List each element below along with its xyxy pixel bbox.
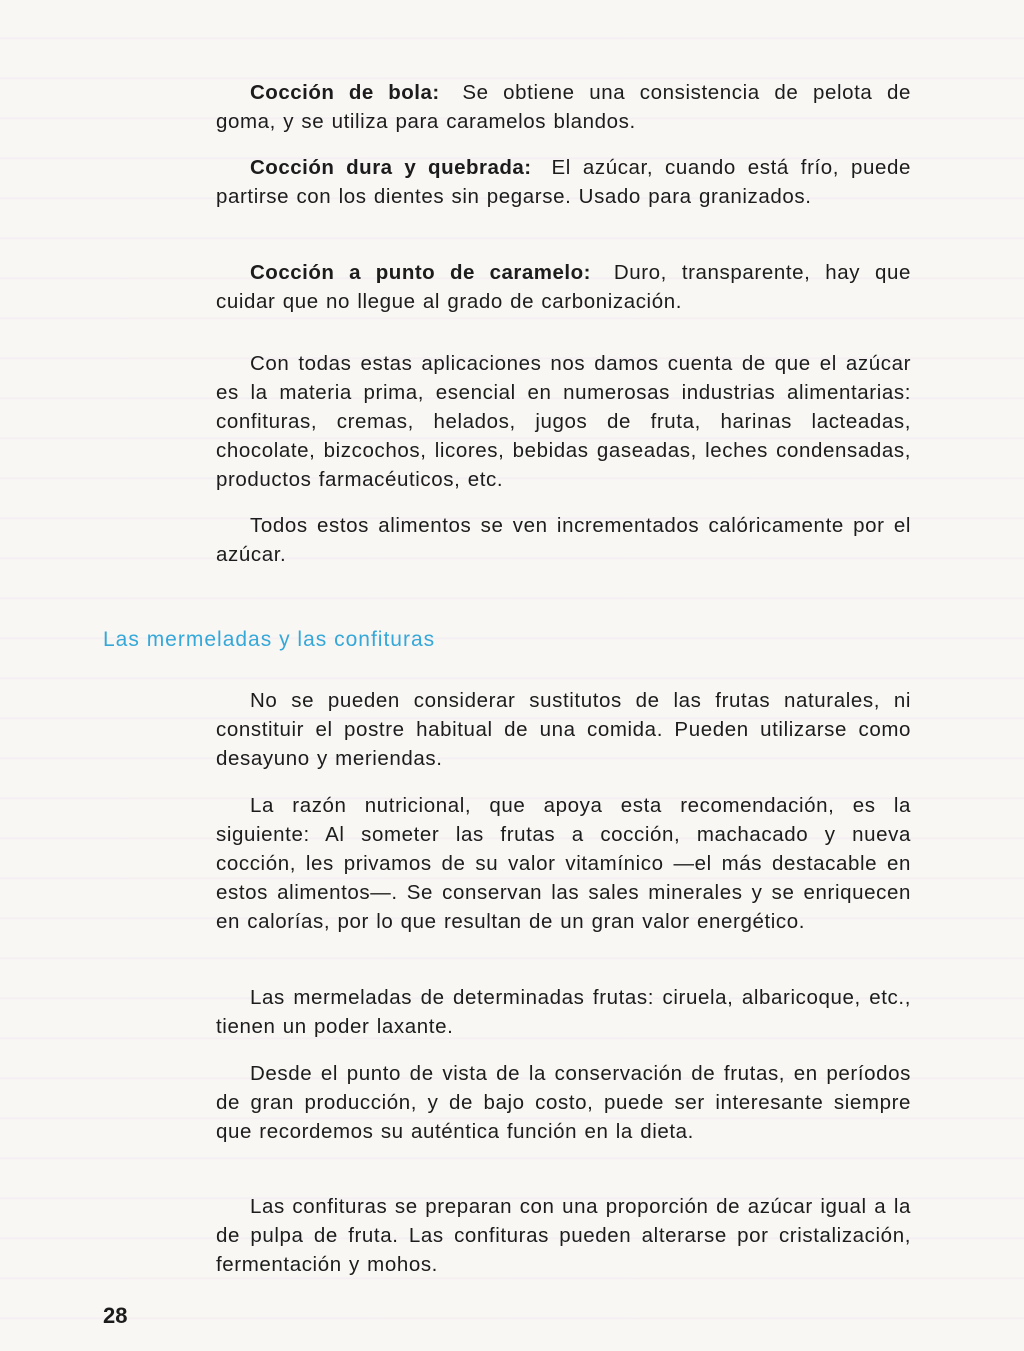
definition-term: Cocción de bola: [250,81,440,104]
paragraph-conservation: Desde el punto de vista de la conservación de frutas, en períodos de gran producción, y de bajo costo, puede ser interesante siempre que recordemos su auténtica función en la dieta. [216,1062,911,1143]
paragraph-nutritional-reason: La razón nutricional, que apoya esta recomendación, es la siguiente: Al someter las frutas a cocción, machacado y nueva cocción, les privamos de su valor vitamínico —el más destacable en estos alimentos—. Se conservan las sales minerales y se enriquecen en calorías, por lo que resultan de un gran valor energético. [216,794,911,933]
paragraph-caloric: Todos estos alimentos se ven incrementados calóricamente por el azúcar. [216,514,911,566]
paragraph-substitutes: No se pueden considerar sustitutos de las frutas naturales, ni constituir el postre habitual de una comida. Pueden utilizarse como desayuno y meriendas. [216,689,911,770]
definition-coccion-caramelo [216,258,911,316]
paragraph-confituras: Las confituras se preparan con una proporción de azúcar igual a la de pulpa de fruta. Las confituras pueden alterarse por cristalización, fermentación y mohos. [216,1195,911,1276]
paragraph-laxative: Las mermeladas de determinadas frutas: ciruela, albaricoque, etc., tienen un poder laxante. [216,986,911,1038]
definition-text: Duro, transparente, hay que cuidar que no llegue al grado de carbonización. [216,261,911,313]
paragraph-applications: Con todas estas aplicaciones nos damos cuenta de que el azúcar es la materia prima, esencial en numerosas industrias alimentarias: confituras, cremas, helados, jugos de fruta, harinas lacteadas, chocolate, bizcochos, licores, bebidas gaseadas, leches condensadas, productos farmacéuticos, etc. [216,352,911,491]
definition-coccion-dura [216,153,911,211]
definition-text: El azúcar, cuando está frío, puede partirse con los dientes sin pegarse. Usado para granizados. [216,156,911,208]
definition-term: Cocción a punto de caramelo: [250,261,591,284]
definition-text: Se obtiene una consistencia de pelota de goma, y se utiliza para caramelos blandos. [216,81,912,133]
definition-term: Cocción dura y quebrada: [250,156,532,179]
definition-coccion-de-bola [216,78,911,136]
page-number: 28 [103,1303,128,1328]
section-heading: Las mermeladas y las confituras [103,628,436,651]
